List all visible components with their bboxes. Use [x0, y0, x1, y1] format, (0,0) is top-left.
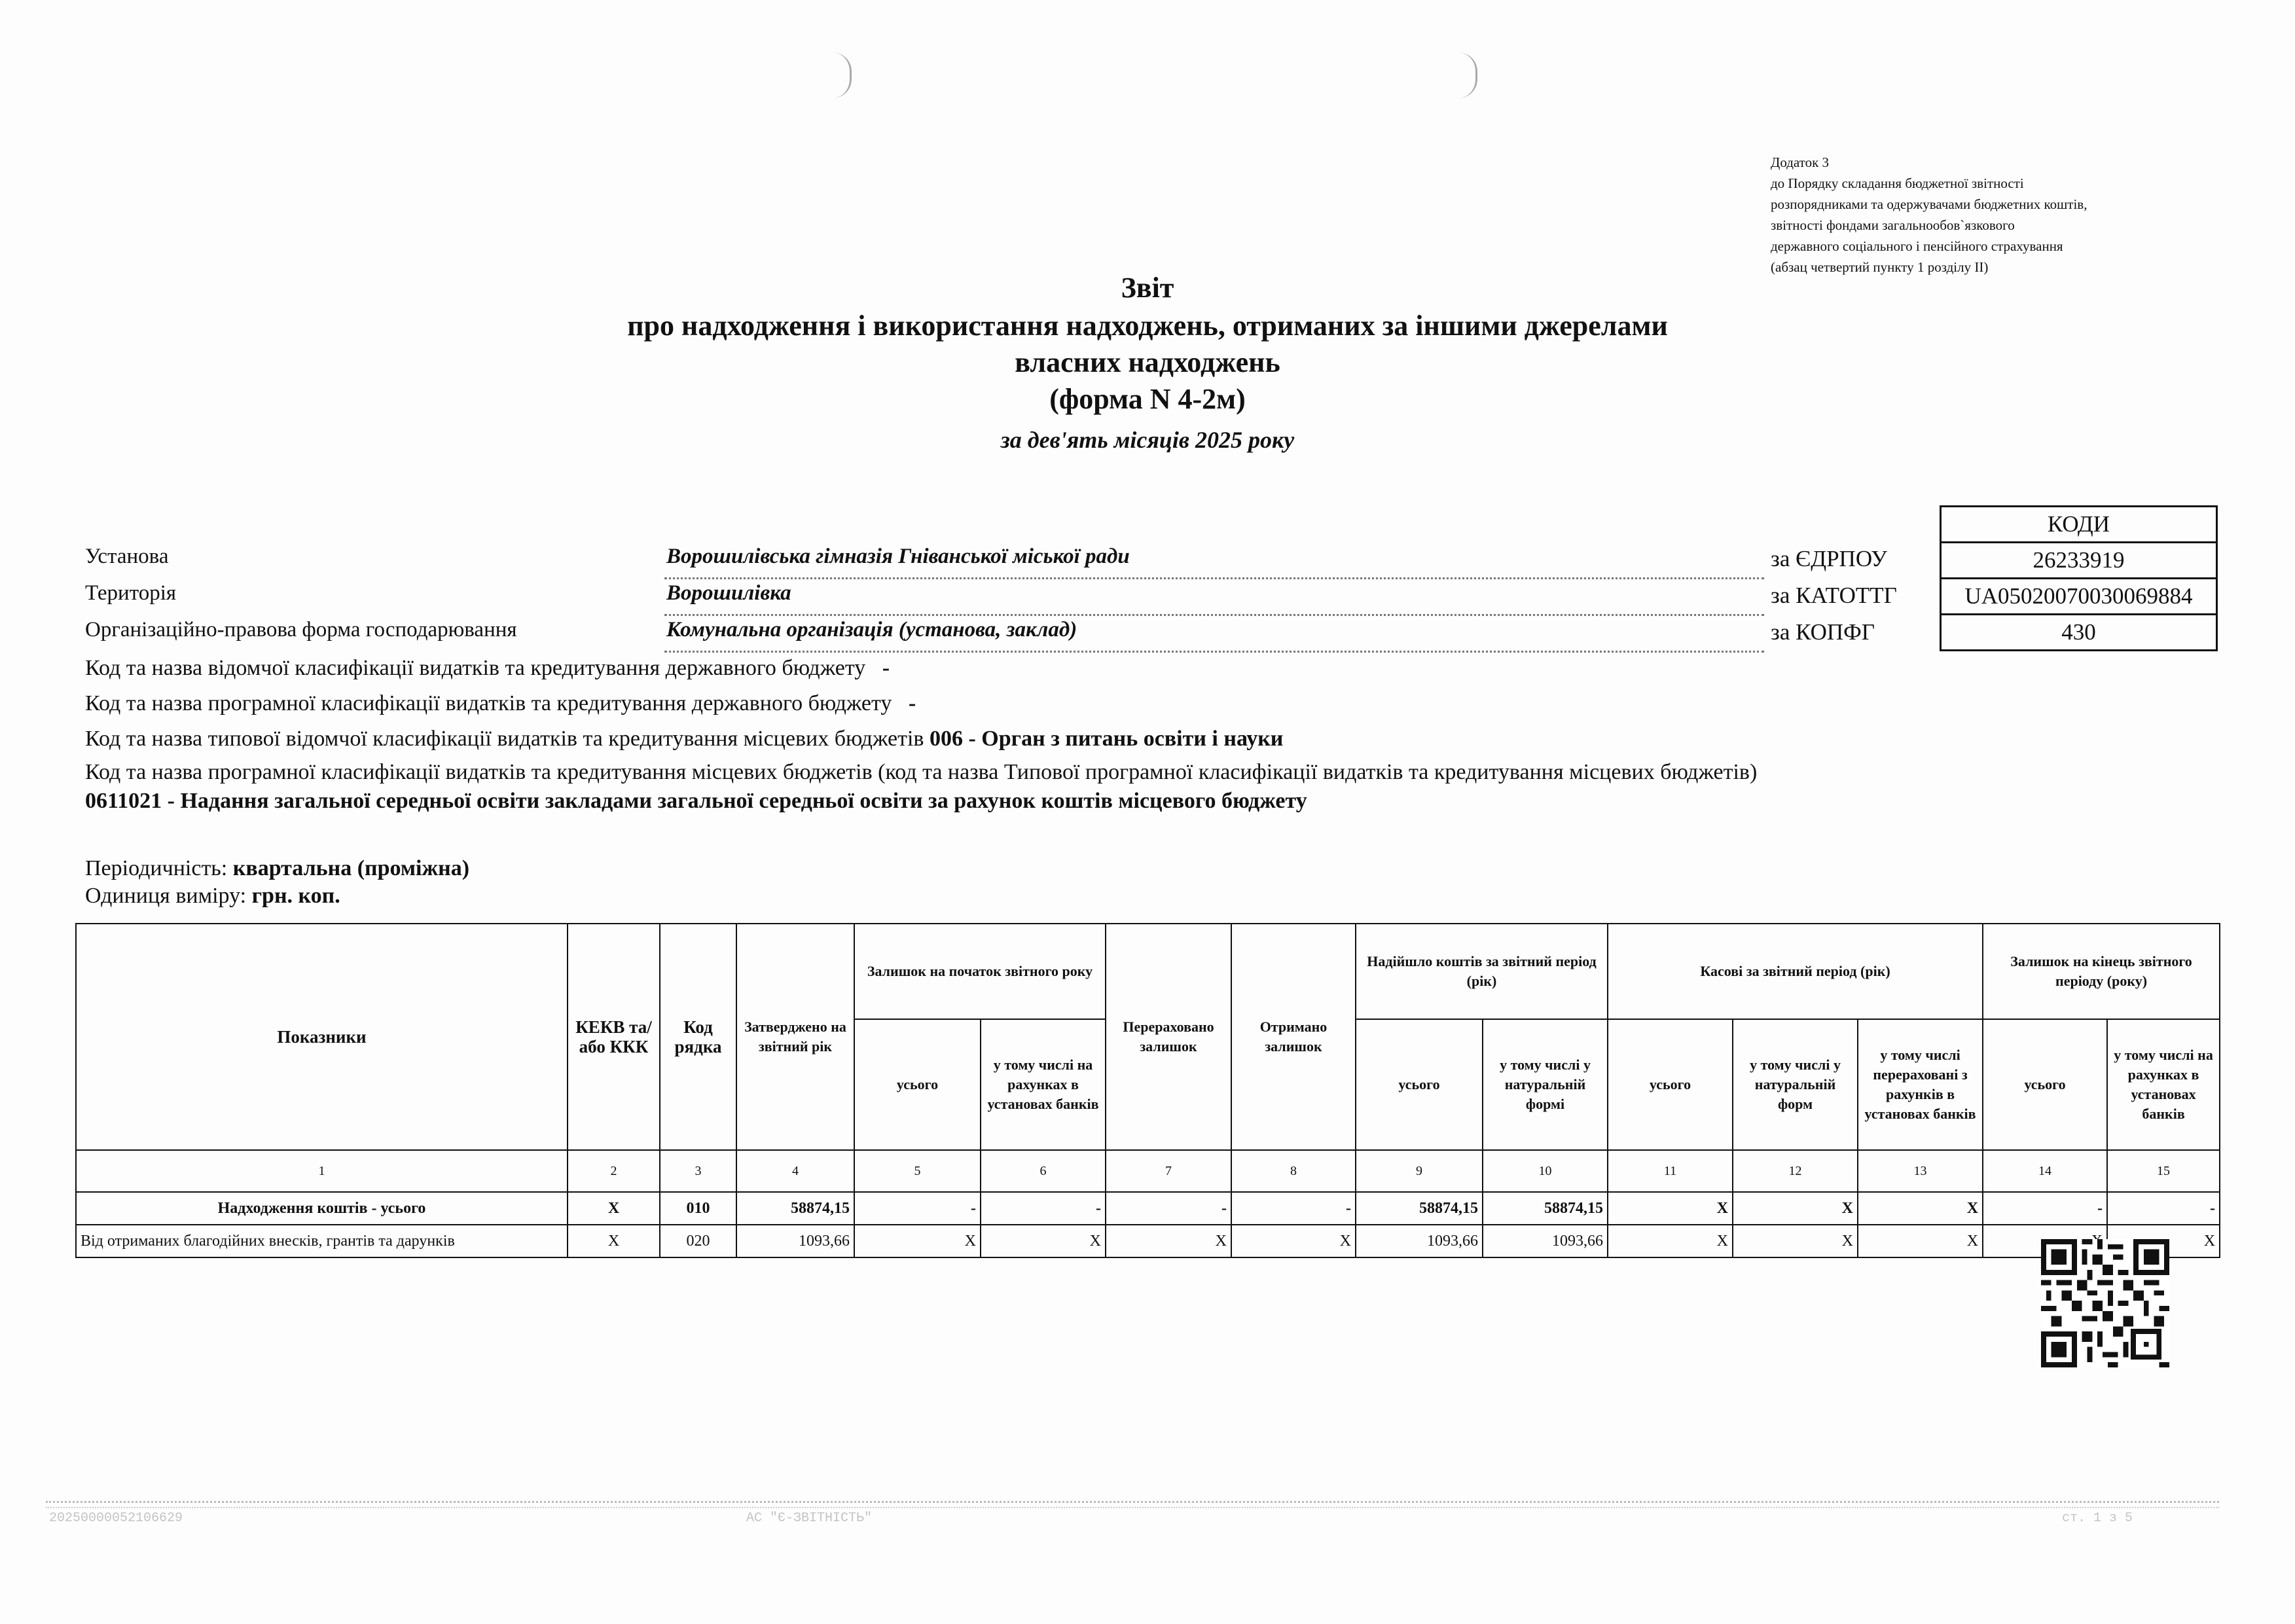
column-number: 6 — [981, 1150, 1106, 1192]
table-cell: - — [1231, 1192, 1356, 1225]
table-cell: - — [1983, 1192, 2107, 1225]
header-received-balance: Отримано залишок — [1231, 924, 1356, 1150]
territory-label: Територія — [85, 581, 177, 605]
table-cell: X — [1733, 1192, 1858, 1225]
table-cell: X — [1858, 1225, 1983, 1257]
table-row-total-income — [76, 1192, 2220, 1225]
annex-line: звітності фондами загальнообов`язкового — [1771, 217, 2015, 233]
table-cell: X — [854, 1225, 981, 1257]
column-number: 7 — [1106, 1150, 1231, 1192]
header-income-total: усього — [1356, 1019, 1483, 1150]
header-approved: Затверджено на звітний рік — [736, 924, 854, 1150]
column-number: 11 — [1608, 1150, 1733, 1192]
table-cell: 010 — [660, 1192, 736, 1225]
table-cell: X — [1106, 1225, 1231, 1257]
classification-value: - — [882, 656, 890, 680]
annex-line: державного соціального і пенсійного страхування — [1771, 238, 2063, 254]
column-number: 2 — [568, 1150, 660, 1192]
header-balance-end-group: Залишок на кінець звітного періоду (року) — [1983, 924, 2220, 1019]
column-number: 14 — [1983, 1150, 2107, 1192]
table-cell: X — [568, 1192, 660, 1225]
table-cell: - — [854, 1192, 981, 1225]
header-cash-total: усього — [1608, 1019, 1733, 1150]
table-cell: X — [1858, 1192, 1983, 1225]
header-kekv: КЕКВ та/або ККК — [568, 924, 660, 1150]
table-cell: Від отриманих благодійних внесків, грантів та дарунків — [76, 1225, 568, 1257]
header-balance-end-banks: у тому числі на рахунках в установах банків — [2107, 1019, 2220, 1150]
codes-header: КОДИ — [1941, 507, 2217, 543]
table-cell: 020 — [660, 1225, 736, 1257]
punch-hole-mark — [1458, 52, 1477, 98]
table-cell: 1093,66 — [1356, 1225, 1483, 1257]
table-cell: Надходження коштів - усього — [76, 1192, 568, 1225]
katottg-code: UA05020070030069884 — [1941, 579, 2217, 615]
state-program-classification — [85, 689, 916, 719]
table-cell: - — [2107, 1192, 2220, 1225]
document-title — [0, 268, 2295, 460]
header-balance-start-group: Залишок на початок звітного року — [854, 924, 1106, 1019]
table-row-charity — [76, 1225, 2220, 1257]
classification-value: 006 - Орган з питань освіти і науки — [929, 727, 1284, 751]
local-typical-classification — [85, 724, 1283, 754]
column-number: 13 — [1858, 1150, 1983, 1192]
classification-label: Код та назва відомчої класифікації видатків та кредитування державного бюджету — [85, 656, 866, 680]
title-line: власних надходжень — [1015, 346, 1280, 378]
column-number: 9 — [1356, 1150, 1483, 1192]
table-cell: 58874,15 — [1356, 1192, 1483, 1225]
title-line: про надходження і використання надходжень, отриманих за іншими джерелами — [627, 310, 1668, 342]
column-number: 12 — [1733, 1150, 1858, 1192]
report-period: за дев'ять місяців 2025 року — [1000, 427, 1295, 453]
org-form-label: Організаційно-правова форма господарювання — [85, 618, 517, 641]
periodicity — [85, 854, 469, 884]
table-cell: X — [1733, 1225, 1858, 1257]
header-row-code: Код рядка — [660, 924, 736, 1150]
dotted-underline — [664, 651, 1764, 653]
annex-line: Додаток 3 — [1771, 154, 1830, 170]
table-cell: X — [1608, 1225, 1733, 1257]
header-indicators: Показники — [76, 924, 568, 1150]
header-income-group: Надійшло коштів за звітний період (рік) — [1356, 924, 1608, 1019]
table-cell: X — [1231, 1225, 1356, 1257]
periodicity-label: Періодичність: — [85, 856, 228, 880]
column-number: 3 — [660, 1150, 736, 1192]
annex-note — [1771, 152, 2087, 278]
column-number: 5 — [854, 1150, 981, 1192]
table-cell: 1093,66 — [736, 1225, 854, 1257]
table-cell: 58874,15 — [736, 1192, 854, 1225]
table-cell: - — [981, 1192, 1106, 1225]
table-cell: - — [1106, 1192, 1231, 1225]
form-number: (форма N 4-2м) — [1049, 383, 1246, 415]
dotted-underline — [664, 577, 1764, 579]
footer-doc-id: 20250000052106629 — [49, 1511, 183, 1526]
column-number: 1 — [76, 1150, 568, 1192]
report-table — [75, 923, 2220, 1258]
table-cell: 1093,66 — [1483, 1225, 1608, 1257]
classification-label: Код та назва типової відомчої класифікації видатків та кредитування місцевих бюджетів — [85, 727, 924, 751]
local-program-classification — [85, 758, 1761, 816]
footer-divider — [46, 1501, 2219, 1508]
column-number: 4 — [736, 1150, 854, 1192]
header-income-natural: у тому числі у натуральній формі — [1483, 1019, 1608, 1150]
header-cash-group: Касові за звітний період (рік) — [1608, 924, 1983, 1019]
institution-label: Установа — [85, 545, 169, 568]
header-cash-natural: у тому числі у натуральній форм — [1733, 1019, 1858, 1150]
classification-label: Код та назва програмної класифікації видатків та кредитування місцевих бюджетів (код та назва Типової програмної класифікації видатків та кредитування місцевих бюджетів) — [85, 760, 1758, 784]
column-number-row — [76, 1150, 2220, 1192]
dotted-underline — [664, 614, 1764, 616]
column-number: 10 — [1483, 1150, 1608, 1192]
qr-code-icon — [2041, 1239, 2169, 1367]
kopfg-label: за КОПФГ — [1771, 619, 1875, 645]
unit-of-measure — [85, 881, 340, 911]
classification-value: - — [908, 691, 916, 715]
katottg-label: за КАТОТТГ — [1771, 583, 1897, 608]
table-cell: X — [568, 1225, 660, 1257]
annex-line: до Порядку складання бюджетної звітності — [1771, 175, 2024, 191]
header-balance-start-banks: у тому числі на рахунках в установах банків — [981, 1019, 1106, 1150]
title-line: Звіт — [1121, 272, 1174, 304]
edrpou-code: 26233919 — [1941, 543, 2217, 579]
header-balance-start-total: усього — [854, 1019, 981, 1150]
footer-page: ст. 1 з 5 — [2062, 1511, 2133, 1526]
table-cell: X — [981, 1225, 1106, 1257]
table-cell: 58874,15 — [1483, 1192, 1608, 1225]
kopfg-code: 430 — [1941, 615, 2217, 651]
punch-hole-mark — [833, 52, 852, 98]
periodicity-value: квартальна (проміжна) — [232, 856, 470, 880]
unit-value: грн. коп. — [251, 884, 340, 908]
table-cell: X — [2107, 1225, 2220, 1257]
column-number: 15 — [2107, 1150, 2220, 1192]
institution-value: Ворошилівська гімназія Гніванської міської ради — [666, 545, 1130, 568]
state-departmental-classification — [85, 653, 890, 683]
header-transferred: Перераховано залишок — [1106, 924, 1231, 1150]
edrpou-label: за ЄДРПОУ — [1771, 546, 1887, 571]
table-cell: X — [1608, 1192, 1733, 1225]
header-balance-end-total: усього — [1983, 1019, 2107, 1150]
org-form-value: Комунальна організація (установа, заклад) — [666, 618, 1077, 641]
annex-line: (абзац четвертий пункту 1 розділу II) — [1771, 259, 1989, 275]
territory-value: Ворошилівка — [666, 581, 791, 605]
unit-label: Одиниця виміру: — [85, 884, 247, 908]
column-number: 8 — [1231, 1150, 1356, 1192]
footer-system: АС "Є-ЗВІТНІСТЬ" — [746, 1511, 873, 1526]
classification-value: 0611021 - Надання загальної середньої освіти закладами загальної середньої освіти за рахунок коштів місцевого бюджету — [85, 789, 1307, 813]
classification-label: Код та назва програмної класифікації видатків та кредитування державного бюджету — [85, 691, 892, 715]
codes-table — [1940, 505, 2218, 651]
annex-line: розпорядниками та одержувачами бюджетних коштів, — [1771, 196, 2087, 212]
header-cash-transferred: у тому числі перераховані з рахунків в установах банків — [1858, 1019, 1983, 1150]
